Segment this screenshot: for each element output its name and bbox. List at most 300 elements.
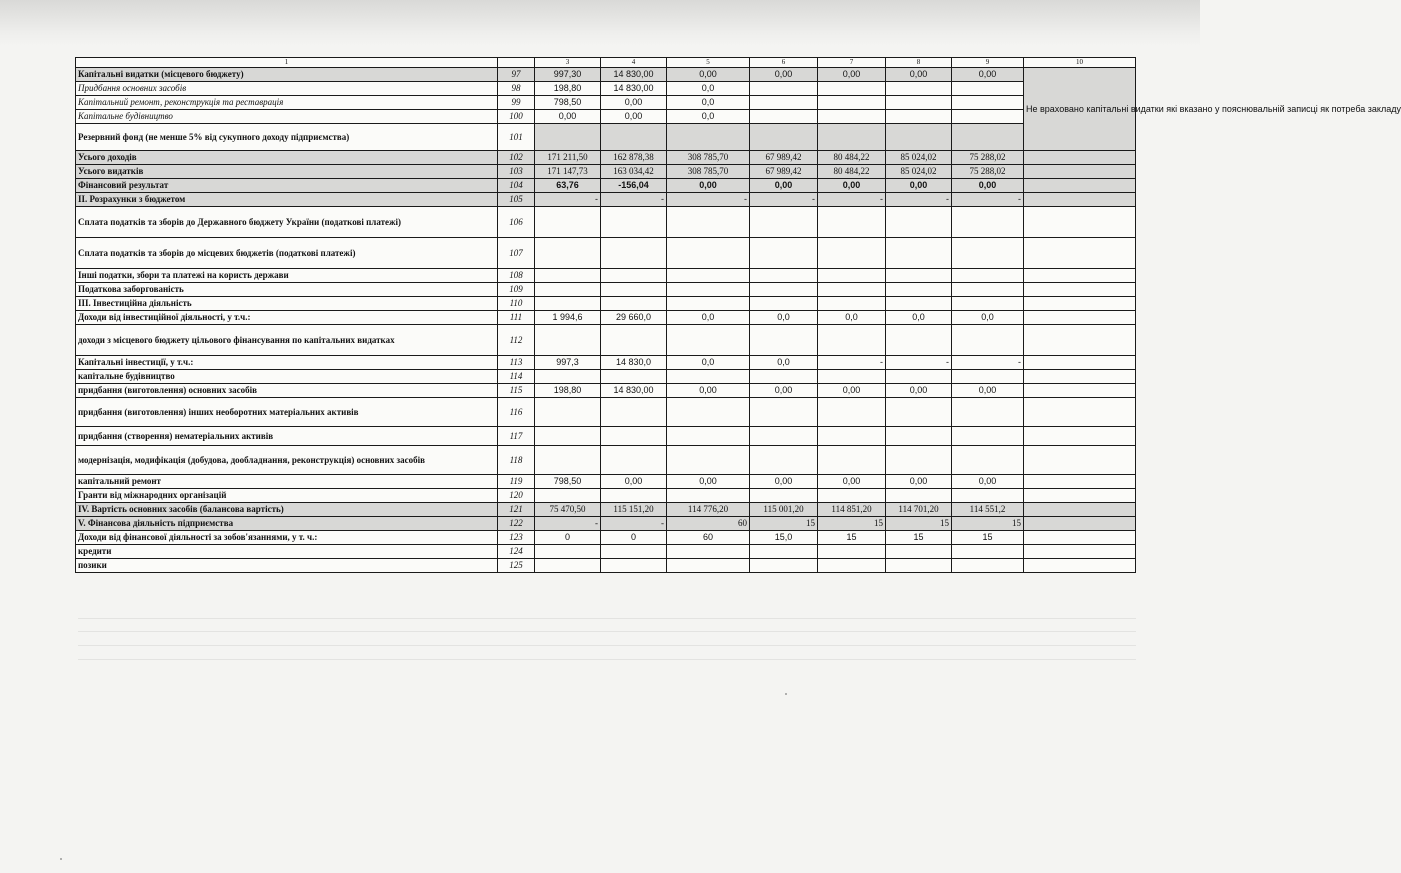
table-row bbox=[76, 517, 1136, 531]
cell-value: 798,50 bbox=[535, 475, 601, 489]
cell-value bbox=[952, 370, 1024, 384]
cell-value bbox=[886, 283, 952, 297]
cell-value bbox=[535, 427, 601, 446]
cell-value: 0,00 bbox=[952, 68, 1024, 82]
row-code: 110 bbox=[498, 297, 535, 311]
cell-value: 15 bbox=[952, 531, 1024, 545]
col-header: 8 bbox=[886, 58, 952, 68]
row-label: Доходи від фінансової діяльності за зобов'язаннями, у т. ч.: bbox=[76, 531, 498, 545]
cell-value bbox=[886, 325, 952, 356]
row-label: ІV. Вартість основних засобів (балансова вартість) bbox=[76, 503, 498, 517]
cell-value: 15,0 bbox=[750, 531, 818, 545]
table-row bbox=[76, 297, 1136, 311]
cell-value bbox=[886, 82, 952, 96]
cell-value: 0,0 bbox=[667, 96, 750, 110]
col-header: 3 bbox=[535, 58, 601, 68]
table-row bbox=[76, 398, 1136, 427]
cell-value bbox=[952, 325, 1024, 356]
cell-value: - bbox=[818, 193, 886, 207]
cell-value: 85 024,02 bbox=[886, 151, 952, 165]
cell-value bbox=[952, 82, 1024, 96]
empty-cell bbox=[1024, 356, 1136, 370]
cell-value: 0,00 bbox=[667, 384, 750, 398]
cell-value: 0,00 bbox=[886, 384, 952, 398]
row-label: капітальний ремонт bbox=[76, 475, 498, 489]
cell-value bbox=[818, 398, 886, 427]
row-code: 106 bbox=[498, 207, 535, 238]
row-code: 98 bbox=[498, 82, 535, 96]
cell-value: 0,00 bbox=[818, 475, 886, 489]
cell-value: 0,00 bbox=[667, 68, 750, 82]
cell-value: 0 bbox=[601, 531, 667, 545]
table-row bbox=[76, 151, 1136, 165]
empty-cell bbox=[1024, 427, 1136, 446]
empty-cell bbox=[1024, 297, 1136, 311]
table-row bbox=[76, 311, 1136, 325]
cell-value: 0,0 bbox=[667, 82, 750, 96]
cell-value: 115 001,20 bbox=[750, 503, 818, 517]
table-row bbox=[76, 545, 1136, 559]
row-label: позики bbox=[76, 559, 498, 573]
cell-value bbox=[750, 207, 818, 238]
scan-edge-shadow bbox=[0, 0, 1200, 46]
cell-value: 0,00 bbox=[750, 68, 818, 82]
row-code: 121 bbox=[498, 503, 535, 517]
table-row bbox=[76, 207, 1136, 238]
cell-value: 198,80 bbox=[535, 82, 601, 96]
row-label: Сплата податків та зборів до місцевих бюджетів (податкові платежі) bbox=[76, 238, 498, 269]
cell-value: 114 776,20 bbox=[667, 503, 750, 517]
table-row bbox=[76, 384, 1136, 398]
cell-value bbox=[818, 283, 886, 297]
cell-value bbox=[952, 96, 1024, 110]
cell-value: 0,0 bbox=[952, 311, 1024, 325]
row-code: 97 bbox=[498, 68, 535, 82]
cell-value bbox=[886, 545, 952, 559]
row-code: 125 bbox=[498, 559, 535, 573]
cell-value: 67 989,42 bbox=[750, 151, 818, 165]
cell-value bbox=[818, 238, 886, 269]
cell-value: 80 484,22 bbox=[818, 151, 886, 165]
cell-value: 997,3 bbox=[535, 356, 601, 370]
cell-value bbox=[818, 82, 886, 96]
empty-cell bbox=[1024, 475, 1136, 489]
col-header: 10 bbox=[1024, 58, 1136, 68]
row-code: 113 bbox=[498, 356, 535, 370]
cell-value bbox=[535, 283, 601, 297]
table-row bbox=[76, 370, 1136, 384]
cell-value bbox=[818, 446, 886, 475]
empty-cell bbox=[1024, 311, 1136, 325]
row-label: Придбання основних засобів bbox=[76, 82, 498, 96]
cell-value bbox=[667, 283, 750, 297]
cell-value bbox=[667, 124, 750, 151]
cell-value: 114 701,20 bbox=[886, 503, 952, 517]
empty-cell bbox=[1024, 545, 1136, 559]
cell-value bbox=[601, 283, 667, 297]
cell-value: 0,00 bbox=[886, 68, 952, 82]
cell-value bbox=[886, 398, 952, 427]
cell-value bbox=[952, 124, 1024, 151]
empty-cell bbox=[1024, 517, 1136, 531]
cell-value bbox=[886, 489, 952, 503]
cell-value bbox=[601, 297, 667, 311]
empty-cell bbox=[1024, 446, 1136, 475]
cell-value: 0,00 bbox=[601, 96, 667, 110]
empty-cell bbox=[1024, 398, 1136, 427]
cell-value: 15 bbox=[952, 517, 1024, 531]
cell-value: 0,0 bbox=[750, 311, 818, 325]
row-code: 118 bbox=[498, 446, 535, 475]
cell-value: 171 211,50 bbox=[535, 151, 601, 165]
row-code: 99 bbox=[498, 96, 535, 110]
cell-value bbox=[818, 559, 886, 573]
cell-value: 67 989,42 bbox=[750, 165, 818, 179]
cell-value bbox=[886, 238, 952, 269]
cell-value bbox=[886, 110, 952, 124]
row-code: 108 bbox=[498, 269, 535, 283]
empty-cell bbox=[1024, 193, 1136, 207]
row-label: придбання (виготовлення) основних засобів bbox=[76, 384, 498, 398]
empty-cell bbox=[1024, 531, 1136, 545]
cell-value: 14 830,00 bbox=[601, 384, 667, 398]
cell-value bbox=[952, 398, 1024, 427]
cell-value bbox=[750, 325, 818, 356]
table-row bbox=[76, 124, 1136, 151]
cell-value bbox=[818, 427, 886, 446]
col-header bbox=[498, 58, 535, 68]
cell-value bbox=[952, 238, 1024, 269]
empty-cell bbox=[1024, 489, 1136, 503]
cell-value: 14 830,00 bbox=[601, 68, 667, 82]
cell-value: 80 484,22 bbox=[818, 165, 886, 179]
cell-value bbox=[667, 269, 750, 283]
cell-value bbox=[818, 124, 886, 151]
cell-value bbox=[750, 545, 818, 559]
cell-value: 198,80 bbox=[535, 384, 601, 398]
cell-value bbox=[750, 96, 818, 110]
cell-value bbox=[667, 238, 750, 269]
cell-value bbox=[818, 370, 886, 384]
cell-value bbox=[601, 427, 667, 446]
cell-value bbox=[535, 238, 601, 269]
table-row bbox=[76, 283, 1136, 297]
row-label: Податкова заборгованість bbox=[76, 283, 498, 297]
cell-value bbox=[667, 207, 750, 238]
cell-value bbox=[535, 559, 601, 573]
cell-value: 308 785,70 bbox=[667, 151, 750, 165]
cell-value: - bbox=[952, 356, 1024, 370]
cell-value: 0,00 bbox=[818, 68, 886, 82]
cell-value bbox=[535, 297, 601, 311]
col-header: 4 bbox=[601, 58, 667, 68]
cell-value bbox=[750, 398, 818, 427]
row-label: придбання (виготовлення) інших необоротних матеріальних активів bbox=[76, 398, 498, 427]
cell-value: 0 bbox=[535, 531, 601, 545]
cell-value: 163 034,42 bbox=[601, 165, 667, 179]
table-row bbox=[76, 193, 1136, 207]
table-row bbox=[76, 82, 1136, 96]
cell-value: 0,00 bbox=[601, 475, 667, 489]
cell-value bbox=[535, 207, 601, 238]
cell-value bbox=[750, 297, 818, 311]
cell-value: - bbox=[886, 193, 952, 207]
cell-value bbox=[886, 427, 952, 446]
cell-value bbox=[667, 446, 750, 475]
cell-value bbox=[750, 124, 818, 151]
table-row bbox=[76, 531, 1136, 545]
cell-value bbox=[952, 110, 1024, 124]
row-code: 105 bbox=[498, 193, 535, 207]
row-code: 115 bbox=[498, 384, 535, 398]
cell-value bbox=[601, 559, 667, 573]
cell-value: 0,00 bbox=[667, 475, 750, 489]
cell-value: - bbox=[535, 517, 601, 531]
cell-value: 0,00 bbox=[750, 384, 818, 398]
cell-value: 15 bbox=[886, 517, 952, 531]
empty-cell bbox=[1024, 283, 1136, 297]
cell-value: 114 551,2 bbox=[952, 503, 1024, 517]
cell-value bbox=[601, 545, 667, 559]
cell-value bbox=[667, 297, 750, 311]
table-row bbox=[76, 356, 1136, 370]
row-label: Капітальний ремонт, реконструкція та реставрація bbox=[76, 96, 498, 110]
cell-value bbox=[750, 427, 818, 446]
row-code: 122 bbox=[498, 517, 535, 531]
cell-value: - bbox=[886, 356, 952, 370]
row-label: придбання (створення) нематеріальних активів bbox=[76, 427, 498, 446]
cell-value bbox=[818, 96, 886, 110]
cell-value: 75 470,50 bbox=[535, 503, 601, 517]
cell-value: 0,00 bbox=[886, 475, 952, 489]
cell-value bbox=[667, 559, 750, 573]
cell-value bbox=[750, 82, 818, 96]
cell-value: - bbox=[818, 356, 886, 370]
empty-cell bbox=[1024, 207, 1136, 238]
cell-value: - bbox=[750, 193, 818, 207]
row-code: 102 bbox=[498, 151, 535, 165]
cell-value bbox=[818, 297, 886, 311]
row-code: 120 bbox=[498, 489, 535, 503]
cell-value bbox=[818, 325, 886, 356]
cell-value bbox=[601, 446, 667, 475]
cell-value: 308 785,70 bbox=[667, 165, 750, 179]
scan-speck bbox=[60, 858, 62, 860]
cell-value: 15 bbox=[818, 531, 886, 545]
row-code: 104 bbox=[498, 179, 535, 193]
cell-value bbox=[535, 489, 601, 503]
row-label: Інші податки, збори та платежі на користь держави bbox=[76, 269, 498, 283]
cell-value bbox=[601, 325, 667, 356]
col-header: 6 bbox=[750, 58, 818, 68]
cell-value bbox=[952, 446, 1024, 475]
row-label: кредити bbox=[76, 545, 498, 559]
cell-value: 60 bbox=[667, 531, 750, 545]
cell-value bbox=[952, 207, 1024, 238]
cell-value: 0,00 bbox=[818, 179, 886, 193]
table-row bbox=[76, 559, 1136, 573]
row-label: ІІ. Розрахунки з бюджетом bbox=[76, 193, 498, 207]
cell-value: 115 151,20 bbox=[601, 503, 667, 517]
cell-value bbox=[952, 489, 1024, 503]
cell-value bbox=[886, 96, 952, 110]
row-label: Усього видатків bbox=[76, 165, 498, 179]
cell-value bbox=[535, 370, 601, 384]
cell-value bbox=[750, 238, 818, 269]
cell-value bbox=[750, 559, 818, 573]
row-label: ІІІ. Інвестиційна діяльність bbox=[76, 297, 498, 311]
cell-value: 15 bbox=[818, 517, 886, 531]
row-code: 119 bbox=[498, 475, 535, 489]
cell-value: 60 bbox=[667, 517, 750, 531]
cell-value: 0,0 bbox=[667, 110, 750, 124]
cell-value bbox=[952, 427, 1024, 446]
cell-value: -156,04 bbox=[601, 179, 667, 193]
table-row bbox=[76, 110, 1136, 124]
cell-value bbox=[886, 124, 952, 151]
scan-speck bbox=[785, 693, 787, 695]
cell-value bbox=[601, 238, 667, 269]
cell-value: 15 bbox=[886, 531, 952, 545]
cell-value bbox=[601, 370, 667, 384]
empty-cell bbox=[1024, 151, 1136, 165]
financial-plan-table bbox=[75, 57, 1401, 573]
row-label: V. Фінансова діяльність підприємства bbox=[76, 517, 498, 531]
row-label: модернізація, модифікація (добудова, дообладнання, реконструкція) основних засобів bbox=[76, 446, 498, 475]
row-code: 111 bbox=[498, 311, 535, 325]
column-number-row bbox=[76, 58, 1136, 68]
table-row bbox=[76, 427, 1136, 446]
cell-value bbox=[601, 269, 667, 283]
empty-cell bbox=[1024, 503, 1136, 517]
row-label: Резервний фонд (не менше 5% від сукупного доходу підприємства) bbox=[76, 124, 498, 151]
cell-value: 75 288,02 bbox=[952, 165, 1024, 179]
cell-value: 29 660,0 bbox=[601, 311, 667, 325]
col-header: 5 bbox=[667, 58, 750, 68]
empty-cell bbox=[1024, 179, 1136, 193]
cell-value bbox=[535, 545, 601, 559]
cell-value bbox=[886, 207, 952, 238]
cell-value bbox=[952, 283, 1024, 297]
cell-value bbox=[818, 269, 886, 283]
cell-value bbox=[667, 489, 750, 503]
table-row bbox=[76, 269, 1136, 283]
cell-value: - bbox=[601, 193, 667, 207]
table-row bbox=[76, 475, 1136, 489]
row-label: Капітальні видатки (місцевого бюджету) bbox=[76, 68, 498, 82]
cell-value bbox=[667, 427, 750, 446]
cell-value: - bbox=[667, 193, 750, 207]
cell-value bbox=[750, 283, 818, 297]
cell-value: 0,00 bbox=[952, 384, 1024, 398]
cell-value: 0,0 bbox=[818, 311, 886, 325]
cell-value: - bbox=[601, 517, 667, 531]
cell-value bbox=[601, 207, 667, 238]
cell-value bbox=[818, 489, 886, 503]
row-label: Капітальне будівництво bbox=[76, 110, 498, 124]
row-code: 109 bbox=[498, 283, 535, 297]
row-code: 103 bbox=[498, 165, 535, 179]
row-label: Доходи від інвестиційної діяльності, у т.ч.: bbox=[76, 311, 498, 325]
row-label: Сплата податків та зборів до Державного бюджету України (податкові платежі) bbox=[76, 207, 498, 238]
cell-value bbox=[818, 207, 886, 238]
cell-value: 85 024,02 bbox=[886, 165, 952, 179]
cell-value bbox=[952, 545, 1024, 559]
cell-value bbox=[886, 269, 952, 283]
row-label: капітальне будівництво bbox=[76, 370, 498, 384]
cell-value: 14 830,0 bbox=[601, 356, 667, 370]
cell-value: 0,0 bbox=[886, 311, 952, 325]
row-code: 116 bbox=[498, 398, 535, 427]
cell-value bbox=[535, 398, 601, 427]
cell-value: 0,00 bbox=[952, 179, 1024, 193]
row-code: 101 bbox=[498, 124, 535, 151]
row-code: 100 bbox=[498, 110, 535, 124]
cell-value bbox=[535, 446, 601, 475]
cell-value bbox=[535, 124, 601, 151]
cell-value bbox=[886, 559, 952, 573]
cell-value bbox=[667, 398, 750, 427]
row-code: 114 bbox=[498, 370, 535, 384]
table-row bbox=[76, 503, 1136, 517]
cell-value: 0,00 bbox=[750, 475, 818, 489]
cell-value bbox=[952, 269, 1024, 283]
cell-value bbox=[818, 110, 886, 124]
cell-value: 0,00 bbox=[667, 179, 750, 193]
cell-value bbox=[667, 545, 750, 559]
empty-cell bbox=[1024, 325, 1136, 356]
row-label: Усього доходів bbox=[76, 151, 498, 165]
cell-value: 0,00 bbox=[818, 384, 886, 398]
cell-value: 1 994,6 bbox=[535, 311, 601, 325]
cell-value bbox=[535, 269, 601, 283]
cell-value: 0,00 bbox=[952, 475, 1024, 489]
cell-value: 15 bbox=[750, 517, 818, 531]
cell-value: 75 288,02 bbox=[952, 151, 1024, 165]
cell-value bbox=[886, 446, 952, 475]
cell-value: 0,00 bbox=[535, 110, 601, 124]
cell-value: 114 851,20 bbox=[818, 503, 886, 517]
cell-value: - bbox=[952, 193, 1024, 207]
table-row bbox=[76, 96, 1136, 110]
cell-value bbox=[601, 398, 667, 427]
col-header: 9 bbox=[952, 58, 1024, 68]
table-row bbox=[76, 489, 1136, 503]
cell-value bbox=[667, 325, 750, 356]
row-code: 117 bbox=[498, 427, 535, 446]
table-row bbox=[76, 325, 1136, 356]
cell-value: 997,30 bbox=[535, 68, 601, 82]
row-label: доходи з місцевого бюджету цільового фінансування по капітальних видатках bbox=[76, 325, 498, 356]
empty-cell bbox=[1024, 559, 1136, 573]
table-row bbox=[76, 179, 1136, 193]
row-label: Гранти від міжнародних організацій bbox=[76, 489, 498, 503]
cell-value bbox=[750, 269, 818, 283]
cell-value bbox=[535, 325, 601, 356]
cell-value: 14 830,00 bbox=[601, 82, 667, 96]
empty-cell bbox=[1024, 384, 1136, 398]
cell-value: 63,76 bbox=[535, 179, 601, 193]
cell-value bbox=[886, 370, 952, 384]
table-row bbox=[76, 238, 1136, 269]
cell-value: 0,00 bbox=[886, 179, 952, 193]
cell-value bbox=[667, 370, 750, 384]
explanatory-note: Не враховано капітальні видатки які вказано у пояснювальній записці як потреба закладу bbox=[1024, 68, 1136, 151]
cell-value bbox=[952, 297, 1024, 311]
cell-value bbox=[601, 489, 667, 503]
row-label: Капітальні інвестиції, у т.ч.: bbox=[76, 356, 498, 370]
table-row bbox=[76, 446, 1136, 475]
